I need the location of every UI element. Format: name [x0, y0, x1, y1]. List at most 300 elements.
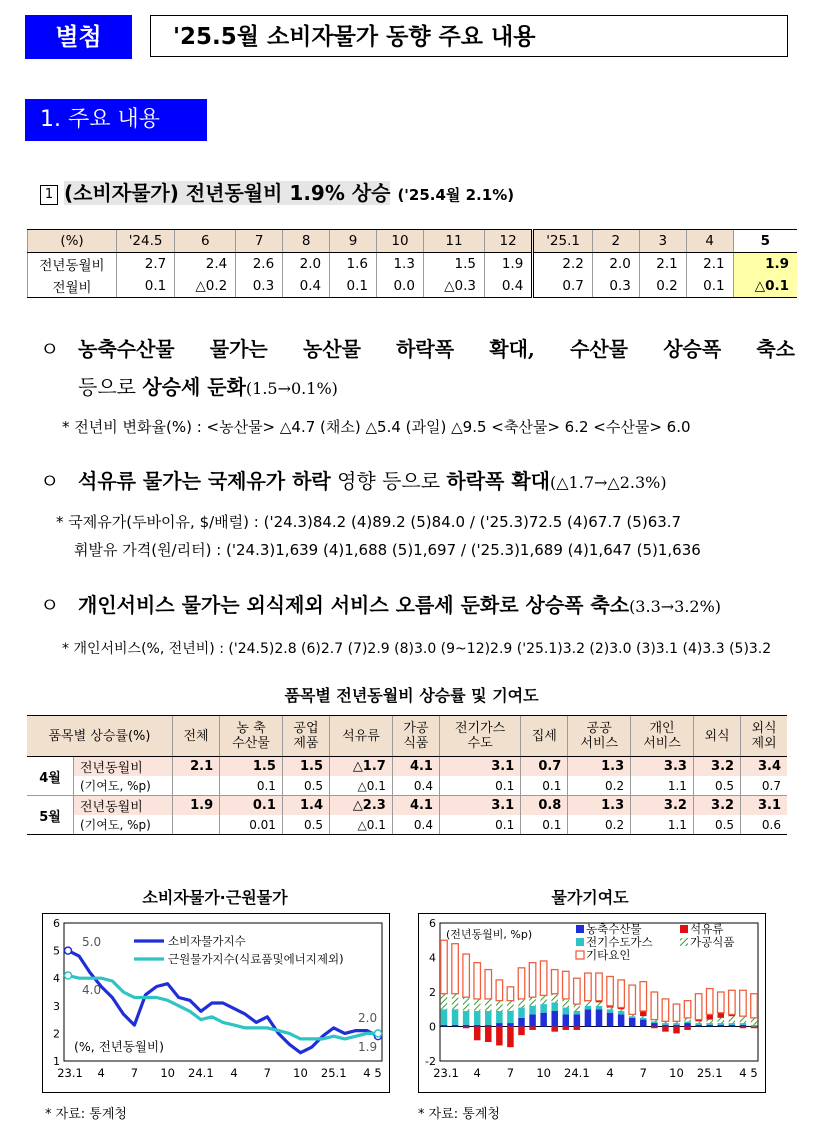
table-header-cell: 10	[377, 230, 424, 253]
bar-segment-other	[452, 944, 459, 994]
bar-segment-agri	[740, 1025, 747, 1027]
bar-segment-agri	[706, 1025, 713, 1027]
table-header-cell: 7	[236, 230, 283, 253]
table-cell: 3.2	[693, 757, 740, 777]
bar-segment-processed-food	[551, 994, 558, 1003]
bar-segment-oil	[706, 1014, 713, 1019]
x-tick-label: 10	[160, 1066, 175, 1080]
legend-swatch	[680, 925, 688, 933]
bar-segment-oil	[751, 1027, 758, 1029]
x-tick-label: 25.1	[696, 1066, 723, 1080]
table-header-cell: 전기가스 수도	[439, 716, 520, 757]
x-tick-label: 25.1	[320, 1066, 347, 1080]
bar-segment-oil	[662, 1027, 669, 1032]
bar-segment-agri	[496, 1023, 503, 1026]
bar-segment-agri	[596, 1009, 603, 1026]
bullet-text: (1.5→0.1%)	[245, 379, 338, 398]
table-cell: 1.1	[631, 815, 694, 835]
x-tick-label: 10	[293, 1066, 308, 1080]
table-cell: 4.1	[392, 796, 439, 816]
bar-segment-other	[563, 971, 570, 999]
table-cell: 2.1	[173, 757, 220, 777]
table-header-cell: 가공 식품	[392, 716, 439, 757]
bullet-agri	[40, 330, 795, 408]
bullet-text: 농축수산물 물가는 농산물 하락폭 확대, 수산물 상승폭 축소	[78, 337, 795, 361]
table-header-cell: 9	[330, 230, 377, 253]
y-tick-label: 4	[53, 972, 60, 986]
x-tick-label: 7	[130, 1066, 139, 1080]
x-tick-label: 10	[536, 1066, 551, 1080]
bar-segment-other	[529, 963, 536, 998]
table-header-cell: 2	[592, 230, 639, 253]
bar-segment-other	[540, 961, 546, 996]
table-cell: 1.3	[568, 757, 631, 777]
bar-segment-oil	[574, 1027, 581, 1030]
bar-segment-oil	[673, 1027, 680, 1034]
bar-segment-agri	[585, 1009, 592, 1026]
annotation-label: 4.0	[82, 983, 102, 997]
bar-segment-utility	[662, 1023, 669, 1025]
bar-segment-utility	[629, 1016, 636, 1018]
bar-segment-other	[518, 968, 525, 999]
table-cell: 0.01	[220, 815, 283, 835]
bullet-text: 영향 등으로	[330, 469, 447, 493]
bar-segment-processed-food	[729, 1016, 736, 1023]
legend-label: 근원물가지수(식료품및에너지제외)	[168, 952, 344, 966]
table-cell: 0.1	[439, 776, 520, 796]
x-tick-label: 4	[739, 1066, 747, 1080]
table-cell: 2.6	[236, 253, 283, 276]
table-cell: 3.4	[741, 757, 787, 777]
table-row	[28, 253, 798, 276]
bar-segment-agri	[651, 1023, 658, 1026]
bar-segment-agri	[507, 1023, 514, 1026]
bar-segment-utility	[540, 1004, 546, 1013]
table-cell: 0.7	[521, 757, 568, 777]
legend-label: 소비자물가지수	[168, 934, 246, 948]
bar-segment-other	[485, 970, 492, 999]
bar-segment-agri	[662, 1025, 669, 1027]
bar-segment-agri	[695, 1025, 702, 1027]
bar-segment-oil	[496, 1027, 503, 1046]
x-tick-label: 7	[506, 1066, 515, 1080]
bar-segment-utility	[651, 1021, 658, 1023]
x-tick-label: 23.1	[433, 1066, 459, 1080]
table-row	[27, 776, 787, 796]
bar-segment-oil	[684, 1027, 691, 1030]
bar-segment-processed-food	[574, 1004, 581, 1011]
bar-segment-other	[596, 973, 603, 1001]
bar-segment-utility	[463, 1011, 470, 1025]
table-cell: 0.1	[521, 776, 568, 796]
y-axis-label: (전년동월비, %p)	[446, 928, 533, 941]
y-tick-label: 1	[53, 1055, 60, 1068]
note-agri: * 전년비 변화율(%) : <농산물> △4.7 (채소) △5.4 (과일) △9.5 <축산물> 6.2 <수산물> 6.0	[62, 418, 691, 436]
bar-segment-utility	[574, 1011, 581, 1014]
y-tick-label: 6	[429, 917, 436, 930]
bar-segment-processed-food	[518, 999, 525, 1008]
x-tick-label: 4	[606, 1066, 614, 1080]
table-cell: 1.9	[485, 253, 533, 276]
table-cell: 0.4	[283, 275, 330, 298]
bar-segment-utility	[718, 1023, 725, 1025]
table-cell: 4.1	[392, 757, 439, 777]
note-oil-price: * 국제유가(두바이유, $/배럴) : ('24.3)84.2 (4)89.2 (5)84.0 / ('25.3)72.5 (4)67.7 (5)63.7	[56, 513, 682, 531]
bar-segment-utility	[474, 1011, 481, 1025]
row-label: 전년동월비	[74, 757, 173, 777]
bar-segment-utility	[695, 1023, 702, 1025]
x-tick-label: 4	[473, 1066, 481, 1080]
bar-segment-other	[751, 994, 758, 1018]
contribution-bar-chart	[418, 913, 766, 1093]
table-cell: 2.0	[283, 253, 330, 276]
headline-number-box: 1	[40, 185, 58, 205]
bar-segment-oil	[529, 1027, 536, 1030]
y-tick-label: 2	[429, 986, 436, 999]
table-header-cell: 외식	[693, 716, 740, 757]
table-cell: 0.2	[639, 275, 686, 298]
bar-segment-utility	[607, 1009, 614, 1012]
table-cell: 1.4	[282, 796, 329, 816]
bar-segment-oil	[563, 1027, 570, 1030]
bar-segment-processed-food	[618, 1009, 625, 1011]
table-header-cell: 8	[283, 230, 330, 253]
table-cell: 1.1	[631, 776, 694, 796]
table-cell: 0.1	[220, 776, 283, 796]
bar-segment-oil	[485, 1027, 492, 1043]
legend-swatch	[680, 938, 688, 946]
table-header-row	[28, 230, 798, 253]
item-contribution-table	[27, 715, 787, 835]
series-start-marker	[65, 947, 72, 954]
table-cell: △0.3	[423, 275, 484, 298]
bar-segment-utility	[518, 1008, 525, 1018]
row-label: (기여도, %p)	[74, 815, 173, 835]
attachment-badge: 별첨	[25, 15, 132, 59]
table-cell: 0.3	[592, 275, 639, 298]
bar-segment-other	[463, 954, 470, 997]
bar-segment-other	[574, 978, 581, 1004]
table-cell: 0.4	[392, 776, 439, 796]
table-header-cell: 외식 제외	[741, 716, 787, 757]
bullet-text: (△1.7→△2.3%)	[550, 473, 667, 492]
table-cell: 0.5	[693, 815, 740, 835]
bar-segment-processed-food	[706, 1020, 713, 1023]
table-cell: 0.1	[521, 815, 568, 835]
bar-segment-other	[618, 980, 625, 1008]
annotation-label: 5.0	[82, 935, 102, 949]
row-label: 전월비	[28, 275, 117, 298]
bar-segment-agri	[551, 1011, 558, 1027]
bar-segment-agri	[673, 1025, 680, 1027]
table-cell: 1.5	[423, 253, 484, 276]
x-tick-label: 5	[374, 1066, 382, 1080]
bar-segment-other	[585, 973, 592, 1001]
bar-segment-utility	[640, 1018, 647, 1020]
legend-label: 농축수산물	[586, 922, 642, 936]
bar-segment-utility	[684, 1021, 691, 1023]
bullet-text: 하락폭 확대	[446, 469, 550, 493]
table-cell: 2.4	[175, 253, 236, 276]
annotation-label: 1.9	[358, 1040, 378, 1054]
bar-segment-agri	[607, 1013, 614, 1027]
bar-segment-utility	[618, 1011, 625, 1014]
table-header-cell: 5	[733, 230, 797, 253]
bar-segment-agri	[452, 1025, 459, 1027]
table-cell: △0.2	[175, 275, 236, 298]
bar-segment-other	[651, 992, 658, 1020]
table-cell: 1.5	[282, 757, 329, 777]
bar-segment-utility	[585, 1006, 592, 1009]
bar-segment-processed-food	[540, 995, 546, 1004]
bar-segment-utility	[563, 1008, 570, 1015]
bar-segment-other	[718, 992, 725, 1013]
bar-segment-agri	[463, 1025, 470, 1027]
bar-segment-other	[673, 1004, 680, 1021]
note-gasoline-price: 휘발유 가격(원/리터) : ('24.3)1,639 (4)1,688 (5)1,697 / ('25.3)1,689 (4)1,647 (5)1,636	[74, 541, 701, 559]
bar-segment-utility	[452, 1009, 459, 1025]
bar-segment-agri	[529, 1014, 536, 1026]
bar-segment-agri	[629, 1018, 636, 1027]
legend-swatch	[576, 938, 584, 946]
table-cell: △0.1	[330, 815, 393, 835]
bar-segment-agri	[474, 1025, 481, 1027]
table-cell: 0.1	[439, 815, 520, 835]
document-title: '25.5월 소비자물가 동향 주요 내용	[150, 15, 788, 57]
bar-segment-other	[706, 989, 713, 1015]
annotation-label: 2.0	[358, 1011, 378, 1025]
y-axis-label: (%, 전년동월비)	[74, 1039, 164, 1054]
bar-segment-other	[729, 990, 736, 1014]
y-tick-label: 3	[53, 999, 60, 1013]
bar-segment-agri	[574, 1014, 581, 1026]
bar-segment-processed-food	[496, 1001, 503, 1011]
table-cell: 2.1	[639, 253, 686, 276]
table-cell: 0.1	[117, 275, 175, 298]
table-cell: 1.5	[220, 757, 283, 777]
bar-segment-oil	[740, 1027, 747, 1029]
series-end-marker	[375, 1030, 382, 1037]
bar-segment-other	[441, 940, 448, 993]
legend-swatch	[576, 925, 584, 933]
bar-segment-oil	[640, 1011, 647, 1016]
table-cell: △1.7	[330, 757, 393, 777]
bar-segment-processed-food	[474, 999, 481, 1011]
bar-segment-other	[684, 1001, 691, 1018]
bar-segment-processed-food	[740, 1016, 747, 1023]
bar-segment-agri	[518, 1018, 525, 1027]
bar-segment-processed-food	[607, 1008, 614, 1010]
bar-segment-other	[662, 999, 669, 1021]
table-cell: 0.1	[330, 275, 377, 298]
table-cell: 0.4	[392, 815, 439, 835]
x-tick-label: 10	[669, 1066, 684, 1080]
bar-segment-processed-food	[463, 997, 470, 1011]
table-cell: △0.1	[733, 275, 797, 298]
bar-segment-agri	[684, 1023, 691, 1026]
bar-segment-agri	[618, 1014, 625, 1026]
bar-segment-agri	[563, 1014, 570, 1026]
bullet-text: 개인서비스 물가는 외식제외 서비스 오름세 둔화로 상승폭 축소	[78, 593, 630, 617]
table-row	[27, 796, 787, 816]
legend-label: 전기수도가스	[586, 935, 653, 949]
y-tick-label: 0	[429, 1020, 436, 1034]
table-header-cell: 품목별 상승률(%)	[27, 716, 173, 757]
bar-segment-utility	[441, 1009, 448, 1025]
table-cell: 0.6	[741, 815, 787, 835]
table-header-cell: 3	[639, 230, 686, 253]
bar-segment-other	[640, 982, 647, 1011]
bar-segment-processed-food	[441, 994, 448, 1010]
table-cell: 3.1	[439, 757, 520, 777]
bar-segment-utility	[529, 1006, 536, 1015]
bullet-services	[40, 586, 721, 626]
bar-segment-oil	[518, 1027, 525, 1036]
month-label: 5월	[27, 796, 74, 835]
bar-segment-utility	[673, 1023, 680, 1025]
cpi-monthly-table	[27, 229, 797, 298]
bullet-marker: ㅇ	[40, 593, 60, 617]
y-tick-label: 6	[53, 917, 60, 930]
table-header-cell: 12	[485, 230, 533, 253]
x-tick-label: 24.1	[188, 1066, 214, 1080]
table-row	[27, 815, 787, 835]
table-header-cell: 공공 서비스	[568, 716, 631, 757]
bar-segment-processed-food	[640, 1016, 647, 1018]
table-cell: 1.9	[173, 796, 220, 816]
row-label: (기여도, %p)	[74, 776, 173, 796]
bar-segment-agri	[485, 1025, 492, 1027]
chart-title-cpi: 소비자물가·근원물가	[142, 888, 288, 907]
bar-segment-processed-food	[695, 1021, 702, 1023]
table-header-cell: (%)	[28, 230, 117, 253]
table-cell	[173, 776, 220, 796]
source-note-right: * 자료: 통계청	[418, 1107, 500, 1122]
y-tick-label: 4	[429, 951, 436, 965]
x-tick-label: 4	[230, 1066, 238, 1080]
x-tick-label: 24.1	[564, 1066, 590, 1080]
table-cell: 2.1	[686, 253, 733, 276]
table-header-cell: 집세	[521, 716, 568, 757]
table-cell: 0.2	[568, 815, 631, 835]
y-tick-label: -2	[425, 1055, 436, 1068]
bar-segment-oil	[651, 1027, 658, 1029]
bar-segment-utility	[740, 1023, 747, 1025]
bar-segment-other	[496, 980, 503, 1001]
table-header-cell: 공업 제품	[282, 716, 329, 757]
bar-segment-other	[695, 994, 702, 1020]
table-header-cell: '25.1	[533, 230, 593, 253]
bar-segment-agri	[540, 1013, 546, 1027]
table-cell: 2.0	[592, 253, 639, 276]
table-header-cell: 석유류	[330, 716, 393, 757]
table-cell: 0.5	[282, 776, 329, 796]
bar-segment-agri	[640, 1020, 647, 1027]
bar-segment-utility	[551, 1002, 558, 1011]
bar-segment-other	[507, 987, 514, 1001]
table-header-cell: 전체	[173, 716, 220, 757]
bar-segment-processed-food	[507, 1001, 514, 1011]
table-header-cell: 11	[423, 230, 484, 253]
x-tick-label: 23.1	[57, 1066, 83, 1080]
legend-swatch	[576, 951, 584, 959]
bar-segment-other	[740, 990, 747, 1016]
table-cell: 0.5	[693, 776, 740, 796]
table-cell: 0.7	[533, 275, 593, 298]
table-cell: 3.2	[631, 796, 694, 816]
bar-segment-processed-food	[529, 997, 536, 1006]
bar-segment-oil	[507, 1027, 514, 1048]
table-row	[27, 757, 787, 777]
table-header-cell: 4	[686, 230, 733, 253]
table-cell: 0.4	[485, 275, 533, 298]
bar-segment-agri	[441, 1025, 448, 1027]
table-cell: 3.1	[439, 796, 520, 816]
table-cell: 0.5	[282, 815, 329, 835]
row-label: 전년동월비	[74, 796, 173, 816]
table-header-cell: 6	[175, 230, 236, 253]
chart-title-contribution: 물가기여도	[551, 888, 629, 907]
bullet-text: (3.3→3.2%)	[629, 597, 722, 616]
table-cell: 3.3	[631, 757, 694, 777]
table-cell: 0.1	[220, 796, 283, 816]
y-tick-label: 5	[53, 944, 60, 958]
bar-segment-utility	[751, 1025, 758, 1027]
bullet-text: 등으로	[78, 375, 143, 399]
item-table-title: 품목별 전년동월비 상승률 및 기여도	[284, 686, 539, 705]
table-cell: 1.9	[733, 253, 797, 276]
bar-segment-processed-food	[452, 994, 459, 1010]
table-cell: 1.6	[330, 253, 377, 276]
table-cell	[173, 815, 220, 835]
bar-segment-processed-food	[485, 999, 492, 1011]
x-tick-label: 5	[750, 1066, 758, 1080]
bullet-oil	[40, 462, 667, 502]
bar-segment-oil	[718, 1013, 725, 1018]
series-start-marker	[65, 972, 72, 979]
table-cell: 3.2	[693, 796, 740, 816]
table-header-cell: 농 축 수산물	[220, 716, 283, 757]
section-heading: 1. 주요 내용	[25, 99, 207, 141]
bar-segment-processed-food	[596, 1002, 603, 1005]
bar-segment-oil	[474, 1027, 481, 1041]
source-note-left: * 자료: 통계청	[45, 1107, 127, 1122]
bar-segment-processed-food	[563, 999, 570, 1008]
bar-segment-agri	[729, 1025, 736, 1027]
table-header-cell: '24.5	[117, 230, 175, 253]
bar-segment-other	[607, 976, 614, 1005]
bullet-marker: ㅇ	[40, 337, 60, 361]
x-tick-label: 7	[263, 1066, 271, 1080]
legend-label: 가공식품	[690, 935, 735, 949]
table-cell: 0.7	[741, 776, 787, 796]
legend-label: 기타요인	[586, 948, 631, 962]
row-label: 전년동월비	[28, 253, 117, 276]
headline-sub: ('25.4월 2.1%)	[397, 186, 515, 204]
month-label: 4월	[27, 757, 74, 796]
table-cell: 0.2	[568, 776, 631, 796]
table-cell: 1.3	[568, 796, 631, 816]
bar-segment-utility	[485, 1011, 492, 1025]
headline	[40, 177, 514, 206]
bullet-text: 석유류 물가는 국제유가 하락	[78, 469, 331, 493]
bullet-marker: ㅇ	[40, 469, 60, 493]
table-cell: 0.1	[686, 275, 733, 298]
table-cell: 2.2	[533, 253, 593, 276]
bar-segment-agri	[718, 1025, 725, 1027]
table-cell: 0.3	[236, 275, 283, 298]
table-cell: 0.8	[521, 796, 568, 816]
